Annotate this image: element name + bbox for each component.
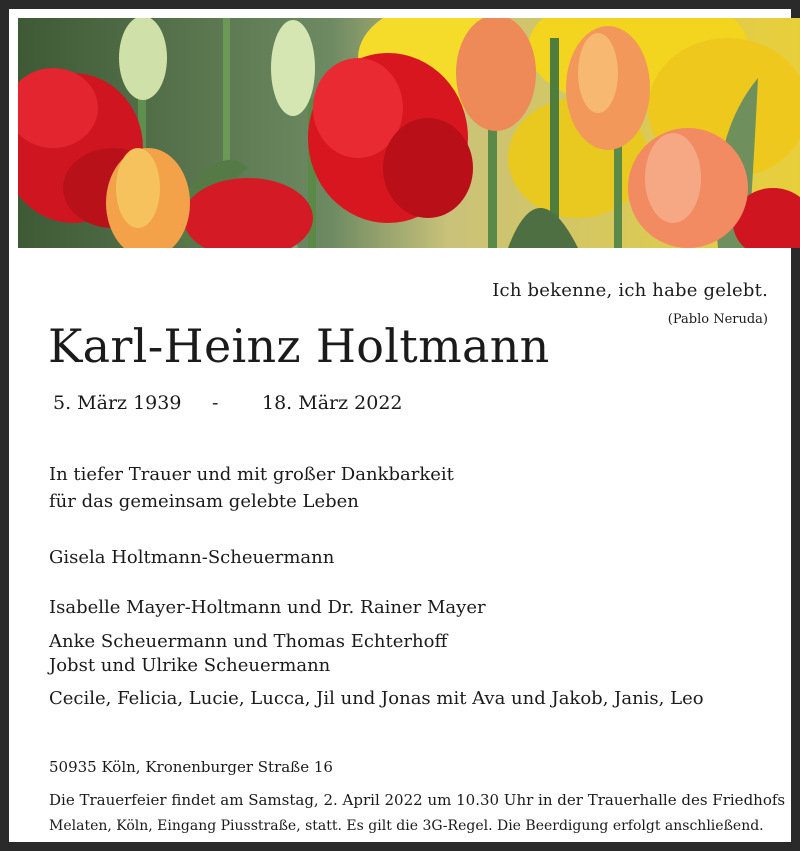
family-children-1: Isabelle Mayer-Holtmann und Dr. Rainer Mayer xyxy=(49,597,486,618)
tulips-photo-icon xyxy=(18,18,800,248)
family-spouse: Gisela Holtmann-Scheuermann xyxy=(49,547,335,568)
birth-date: 5. März 1939 xyxy=(53,392,182,414)
funeral-line-2: Melaten, Köln, Eingang Piusstraße, statt. Es gilt die 3G-Regel. Die Beerdigung erfolgt anschließend. xyxy=(49,818,764,834)
quote-author: (Pablo Neruda) xyxy=(667,312,768,327)
family-children-2: Anke Scheuermann und Thomas Echterhoff xyxy=(49,631,448,652)
funeral-line-1: Die Trauerfeier findet am Samstag, 2. April 2022 um 10.30 Uhr in der Trauerhalle des Friedhofs xyxy=(49,791,786,809)
tulips-photo xyxy=(18,18,800,248)
address: 50935 Köln, Kronenburger Straße 16 xyxy=(49,758,333,776)
death-date: 18. März 2022 xyxy=(262,392,403,414)
mourning-line-2: für das gemeinsam gelebte Leben xyxy=(49,491,359,512)
family-children-3: Jobst und Ulrike Scheuermann xyxy=(49,655,331,676)
deceased-name: Karl-Heinz Holtmann xyxy=(48,319,550,373)
date-separator: - xyxy=(212,392,219,414)
mourning-line-1: In tiefer Trauer und mit großer Dankbarkeit xyxy=(49,464,454,485)
quote-text: Ich bekenne, ich habe gelebt. xyxy=(492,280,768,301)
family-grandchildren: Cecile, Felicia, Lucie, Lucca, Jil und Jonas mit Ava und Jakob, Janis, Leo xyxy=(49,688,704,709)
